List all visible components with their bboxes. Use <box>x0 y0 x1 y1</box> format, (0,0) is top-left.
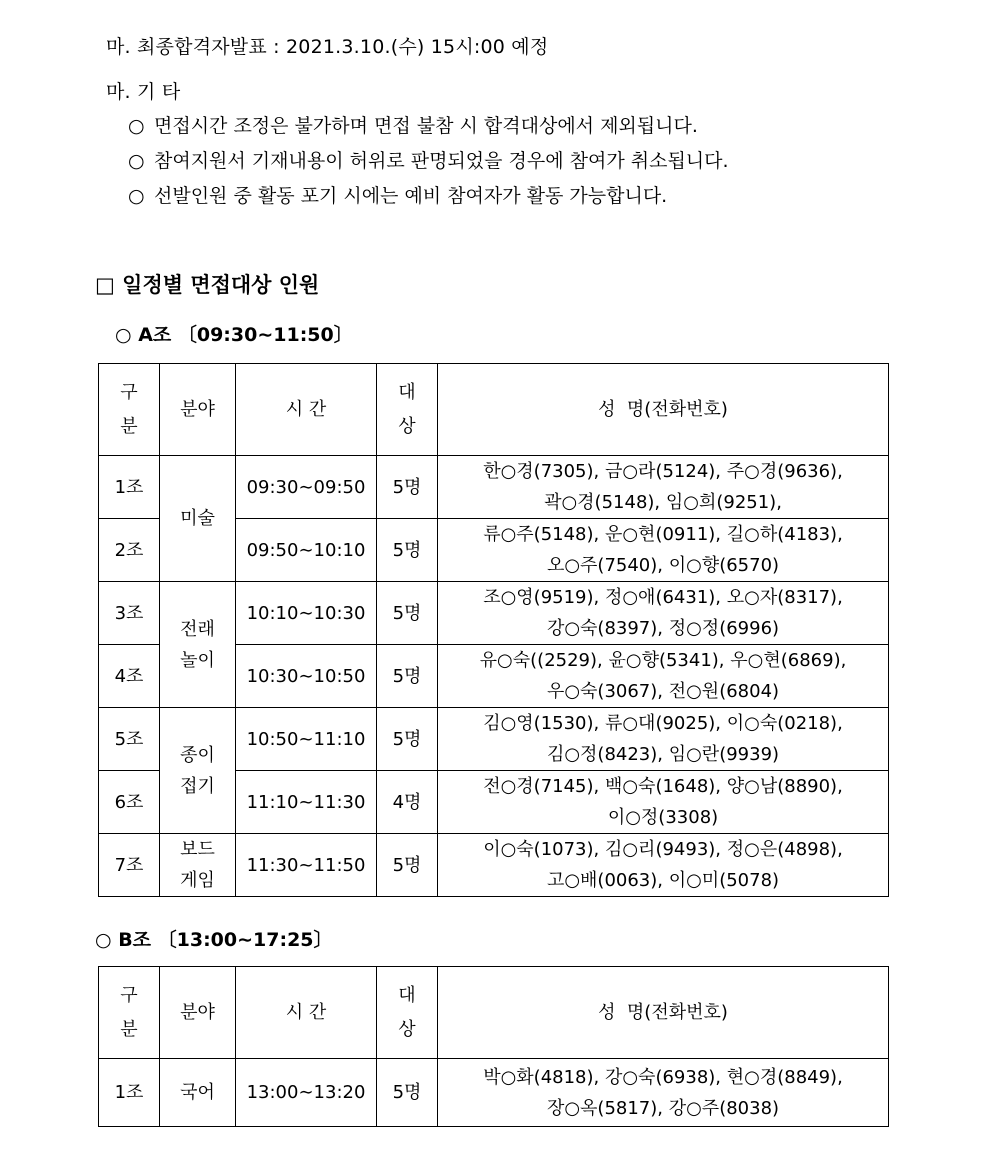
header-count: 대 상 <box>377 364 438 456</box>
header-count: 대 상 <box>377 967 438 1059</box>
table-row <box>99 456 889 519</box>
field-cell: 종이 접기 <box>160 708 236 834</box>
time-cell: 11:30~11:50 <box>236 834 377 897</box>
names-cell: 이○숙(1073), 김○리(9493), 정○은(4898), 고○배(0063), 이○미(5078) <box>438 834 889 897</box>
table-row <box>99 582 889 645</box>
group-cell: 5조 <box>99 708 160 771</box>
names-cell: 박○화(4818), 강○숙(6938), 현○경(8849), 장○옥(5817), 강○주(8038) <box>438 1059 889 1127</box>
header-names: 성 명(전화번호) <box>438 967 889 1059</box>
count-cell: 4명 <box>377 771 438 834</box>
header-field: 분야 <box>160 967 236 1059</box>
misc-heading: 마. 기 타 <box>106 81 181 103</box>
group-cell: 1조 <box>99 1059 160 1127</box>
time-cell: 11:10~11:30 <box>236 771 377 834</box>
field-cell: 보드 게임 <box>160 834 236 897</box>
group-cell: 1조 <box>99 456 160 519</box>
names-cell: 전○경(7145), 백○숙(1648), 양○남(8890), 이○정(3308) <box>438 771 889 834</box>
time-cell: 09:50∼10:10 <box>236 519 377 582</box>
group-a-table <box>98 363 889 897</box>
time-cell: 10:30∼10:50 <box>236 645 377 708</box>
time-cell: 10:50~11:10 <box>236 708 377 771</box>
count-cell: 5명 <box>377 582 438 645</box>
count-cell: 5명 <box>377 456 438 519</box>
names-cell: 조○영(9519), 정○애(6431), 오○자(8317), 강○숙(8397), 정○정(6996) <box>438 582 889 645</box>
circle-bullet-icon: ○ <box>128 185 145 207</box>
group-b-title: ○ B조 〔13:00∼17:25〕 <box>95 929 333 951</box>
schedule-title: □ 일정별 면접대상 인원 <box>95 273 320 297</box>
header-group: 구 분 <box>99 967 160 1059</box>
misc-item-text: 참여지원서 기재내용이 허위로 판명되었을 경우에 참여가 취소됩니다. <box>154 150 729 172</box>
final-announcement: 마. 최종합격자발표 : 2021.3.10.(수) 15시:00 예정 <box>106 36 549 58</box>
time-cell: 09:30∼09:50 <box>236 456 377 519</box>
misc-item-text: 면접시간 조정은 불가하며 면접 불참 시 합격대상에서 제외됩니다. <box>154 115 698 137</box>
table-row <box>99 708 889 771</box>
misc-item <box>128 148 729 174</box>
header-field: 분야 <box>160 364 236 456</box>
count-cell: 5명 <box>377 519 438 582</box>
count-cell: 5명 <box>377 645 438 708</box>
table-header-row <box>99 967 889 1059</box>
table-header-row <box>99 364 889 456</box>
names-cell: 유○숙((2529), 윤○향(5341), 우○현(6869), 우○숙(3067), 전○원(6804) <box>438 645 889 708</box>
field-cell: 전래 놀이 <box>160 582 236 708</box>
table-row <box>99 1059 889 1127</box>
group-cell: 3조 <box>99 582 160 645</box>
header-group: 구 분 <box>99 364 160 456</box>
count-cell: 5명 <box>377 1059 438 1127</box>
names-cell: 한○경(7305), 금○라(5124), 주○경(9636), 곽○경(5148), 임○희(9251), <box>438 456 889 519</box>
field-cell: 국어 <box>160 1059 236 1127</box>
header-time: 시 간 <box>236 364 377 456</box>
names-cell: 김○영(1530), 류○대(9025), 이○숙(0218), 김○정(8423), 임○란(9939) <box>438 708 889 771</box>
names-cell: 류○주(5148), 운○현(0911), 길○하(4183), 오○주(7540), 이○향(6570) <box>438 519 889 582</box>
group-cell: 7조 <box>99 834 160 897</box>
group-b-table <box>98 966 889 1127</box>
count-cell: 5명 <box>377 834 438 897</box>
group-cell: 2조 <box>99 519 160 582</box>
count-cell: 5명 <box>377 708 438 771</box>
misc-item <box>128 113 698 139</box>
circle-bullet-icon: ○ <box>128 150 145 172</box>
field-cell: 미술 <box>160 456 236 582</box>
header-time: 시 간 <box>236 967 377 1059</box>
circle-bullet-icon: ○ <box>128 115 145 137</box>
time-cell: 10:10∼10:30 <box>236 582 377 645</box>
group-a-title: ○ A조 〔09:30∼11:50〕 <box>115 324 353 346</box>
group-cell: 6조 <box>99 771 160 834</box>
table-row <box>99 834 889 897</box>
misc-item <box>128 183 667 209</box>
time-cell: 13:00∼13:20 <box>236 1059 377 1127</box>
misc-item-text: 선발인원 중 활동 포기 시에는 예비 참여자가 활동 가능합니다. <box>154 185 668 207</box>
group-cell: 4조 <box>99 645 160 708</box>
header-names: 성 명(전화번호) <box>438 364 889 456</box>
